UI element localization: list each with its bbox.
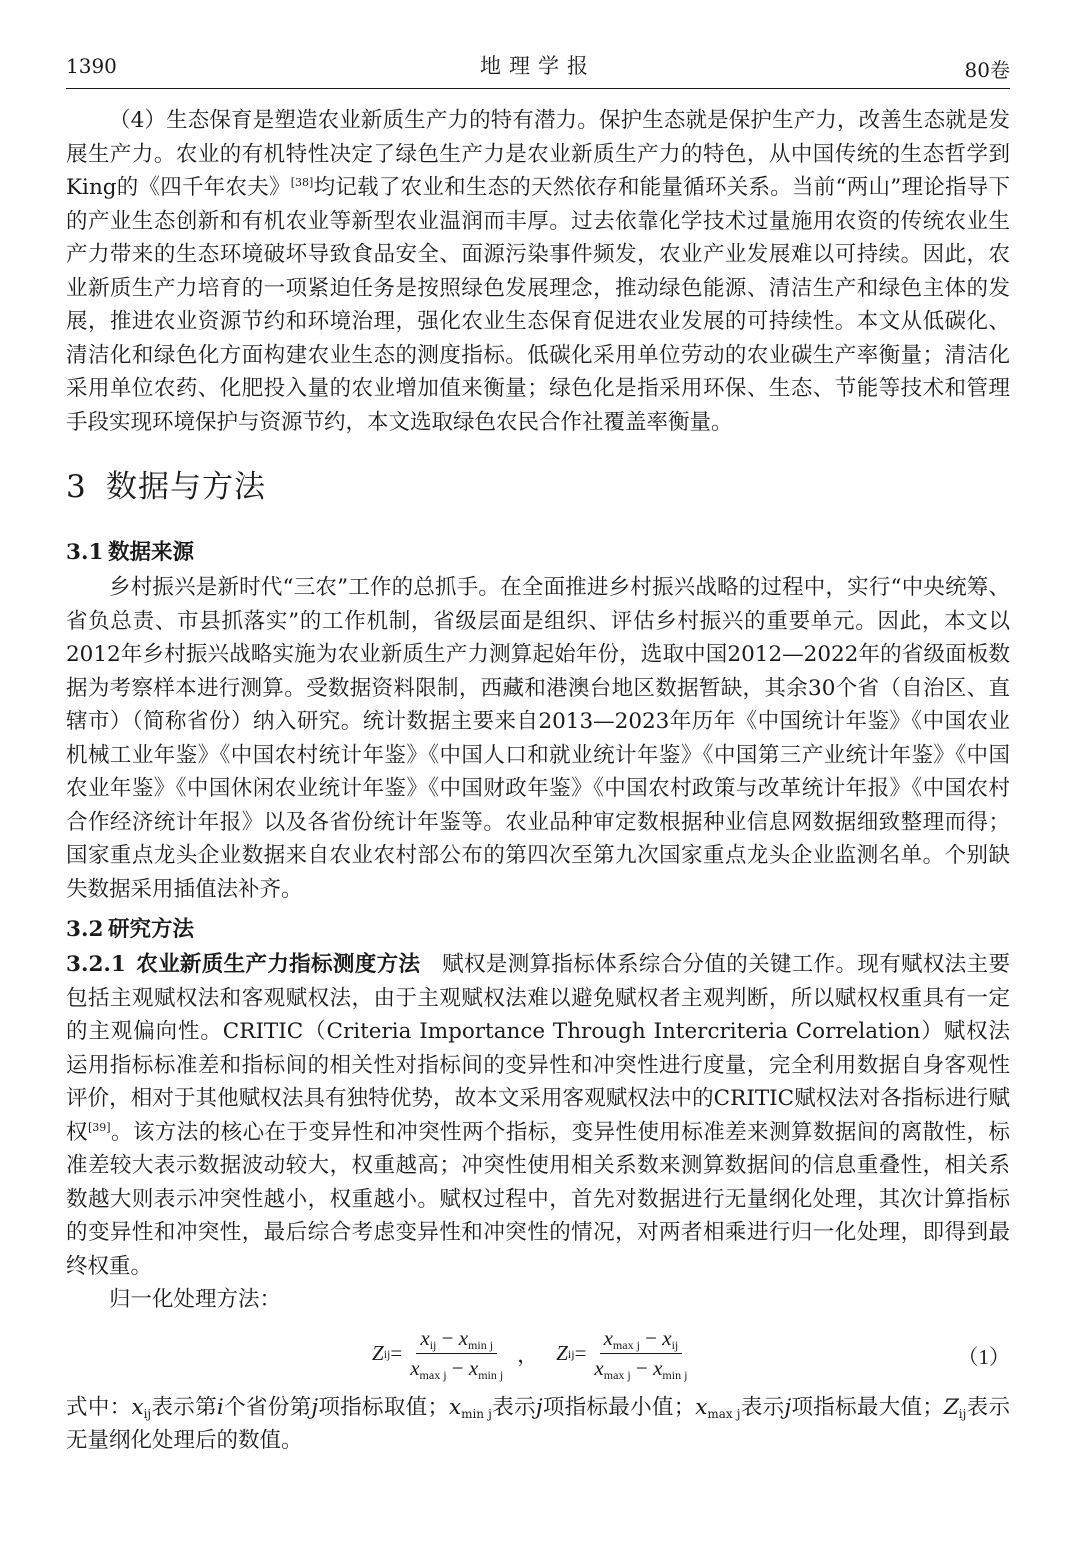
numerator: $x_{max j} - x_{ij}$ (600, 1326, 683, 1354)
header-rule (66, 88, 1010, 89)
equals-sign: = (574, 1341, 587, 1365)
variable-z: Z (372, 1341, 384, 1365)
equation-body: Z ij = $\frac{x_{ij} - x_{min j}}{x_{max j} - x_{min j}}$ ， Z ij = $\frac{x_{max j} - x_{ij}}{x_{max j} - x_{min j}}$ (372, 1321, 695, 1387)
paragraph-ecology (66, 104, 1010, 439)
separator: ， (517, 1342, 539, 1367)
subsubsection-title: 农业新质生产力指标测度方法 (135, 952, 421, 977)
paragraph-method (66, 948, 1010, 1283)
fraction-max-normalization (590, 1326, 691, 1381)
subsection-title: 研究方法 (108, 917, 195, 942)
paragraph-text: 。该方法的核心在于变异性和冲突性两个指标，变异性使用标准差来测算数据间的离散性，标准差较大表示数据波动较大，权重越高；冲突性使用相关系数来测算数据间的信息重叠性，相关系数越大则表示冲突性越小，权重越小。赋权过程中，首先对数据进行无量纲化处理，其次计算指标的变异性和冲突性，最后综合考虑变异性和冲突性的情况，对两者相乘进行归一化处理，即得到最终权重。 (66, 1119, 1010, 1279)
paragraph-data-source: 乡村振兴是新时代“三农”工作的总抓手。在全面推进乡村振兴战略的过程中，实行“中央统筹、省负总责、市县抓落实”的工作机制，省级层面是组织、评估乡村振兴的重要单元。因此，本文以2012年乡村振兴战略实施为农业新质生产力测算起始年份，选取中国2012—2022年的省级面板数据为考察样本进行测算。受数据资料限制，西藏和港澳台地区数据暂缺，其余30个省（自治区、直辖市）（简称省份）纳入研究。统计数据主要来自2013—2023年历年《中国统计年鉴》《中国农业机械工业年鉴》《中国农村统计年鉴》《中国人口和就业统计年鉴》《中国第三产业统计年鉴》《中国农业年鉴》《中国休闲农业统计年鉴》《中国财政年鉴》《中国农村政策与改革统计年报》《中国农村合作经济统计年报》以及各省份统计年鉴等。农业品种审定数根据种业信息网数据细致整理而得；国家重点龙头企业数据来自农业农村部公布的第四次至第九次国家重点龙头企业监测名单。个别缺失数据采用插值法补齐。 (66, 575, 1010, 902)
formula-explanation: 式中：$x_{ij}$表示第i个省份第j项指标取值；$x_{min j}$表示j项指标最小值；$x_{max j}$表示j项指标最大值；$Z_{ij}$表示无量纲化处理后的数值。 (66, 1394, 1010, 1453)
fraction-min-normalization (406, 1326, 507, 1381)
section-number: 3 (66, 469, 87, 505)
subsection-number: 3.2 (66, 917, 104, 942)
denominator: $x_{max j} - x_{min j}$ (594, 1356, 688, 1382)
subsection-title: 数据来源 (108, 540, 195, 565)
section-title: 数据与方法 (106, 469, 266, 505)
subsubsection-number: 3.2.1 (66, 952, 126, 977)
section-heading (66, 467, 1010, 507)
subsubsection-heading (66, 952, 420, 977)
paragraph-text: 均记载了农业和生态的天然依存和能量循环关系。当前“两山”理论指导下的产业生态创新和有机农业等新型农业温润而丰厚。过去依靠化学技术过量施用农资的传统农业生产力带来的生态环境破坏导致食品安全、面源污染事件频发，农业产业发展难以可持续。因此，农业新质生产力培育的一项紧迫任务是按照绿色发展理念，推动绿色能源、清洁生产和绿色主体的发展，推进农业资源节约和环境治理，强化农业生态保育促进农业发展的可持续性。本文从低碳化、清洁化和绿色化方面构建农业生态的测度指标。低碳化采用单位劳动的农业碳生产率衡量；清洁化采用单位农药、化肥投入量的农业增加值来衡量；绿色化是指采用环保、生态、节能等技术和管理手段实现环境保护与资源节约，本文选取绿色农民合作社覆盖率衡量。 (66, 175, 1010, 435)
subsection-heading (66, 914, 1010, 946)
denominator: $x_{max j} - x_{min j}$ (410, 1356, 504, 1382)
equals-sign: = (390, 1341, 403, 1365)
equation-1 (66, 1321, 1010, 1387)
citation-ref: [39] (87, 1120, 111, 1134)
variable-z: Z (556, 1341, 568, 1365)
subsection-heading (66, 537, 1010, 569)
page-header (66, 50, 1010, 84)
normalization-intro: 归一化处理方法： (109, 1287, 282, 1312)
citation-ref: [38] (290, 175, 314, 189)
subsection-number: 3.1 (66, 540, 104, 565)
volume-label: 80卷 (964, 58, 1010, 82)
page-body (66, 104, 1010, 1458)
equation-number: （1） (957, 1344, 1010, 1369)
paragraph-text: 赋权是测算指标体系综合分值的关键工作。现有赋权法主要包括主观赋权法和客观赋权法，由于主观赋权法难以避免赋权者主观判断，所以赋权权重具有一定的主观偏向性。CRITIC（Criteria Importance Through Intercriteria Correlation）赋权法运用指标标准差和指标间的相关性对指标间的变异性和冲突性进行度量，完全利用数据自身客观性评价，相对于其他赋权法具有独特优势，故本文采用客观赋权法中的CRITIC赋权法对各指标进行赋权 (66, 952, 1010, 1145)
paragraph-text: （4）生态保育是塑造农业新质生产力的特有潜力。保护生态就是保护生产力，改善生态就是发展生产力。农业的有机特性决定了绿色生产力是农业新质生产力的特色，从中国传统的生态哲学到King的《四千年农夫》 (66, 108, 1010, 200)
numerator: $x_{ij} - x_{min j}$ (416, 1326, 497, 1354)
journal-title: 地理学报 (480, 54, 596, 78)
page-number: 1390 (66, 54, 117, 78)
